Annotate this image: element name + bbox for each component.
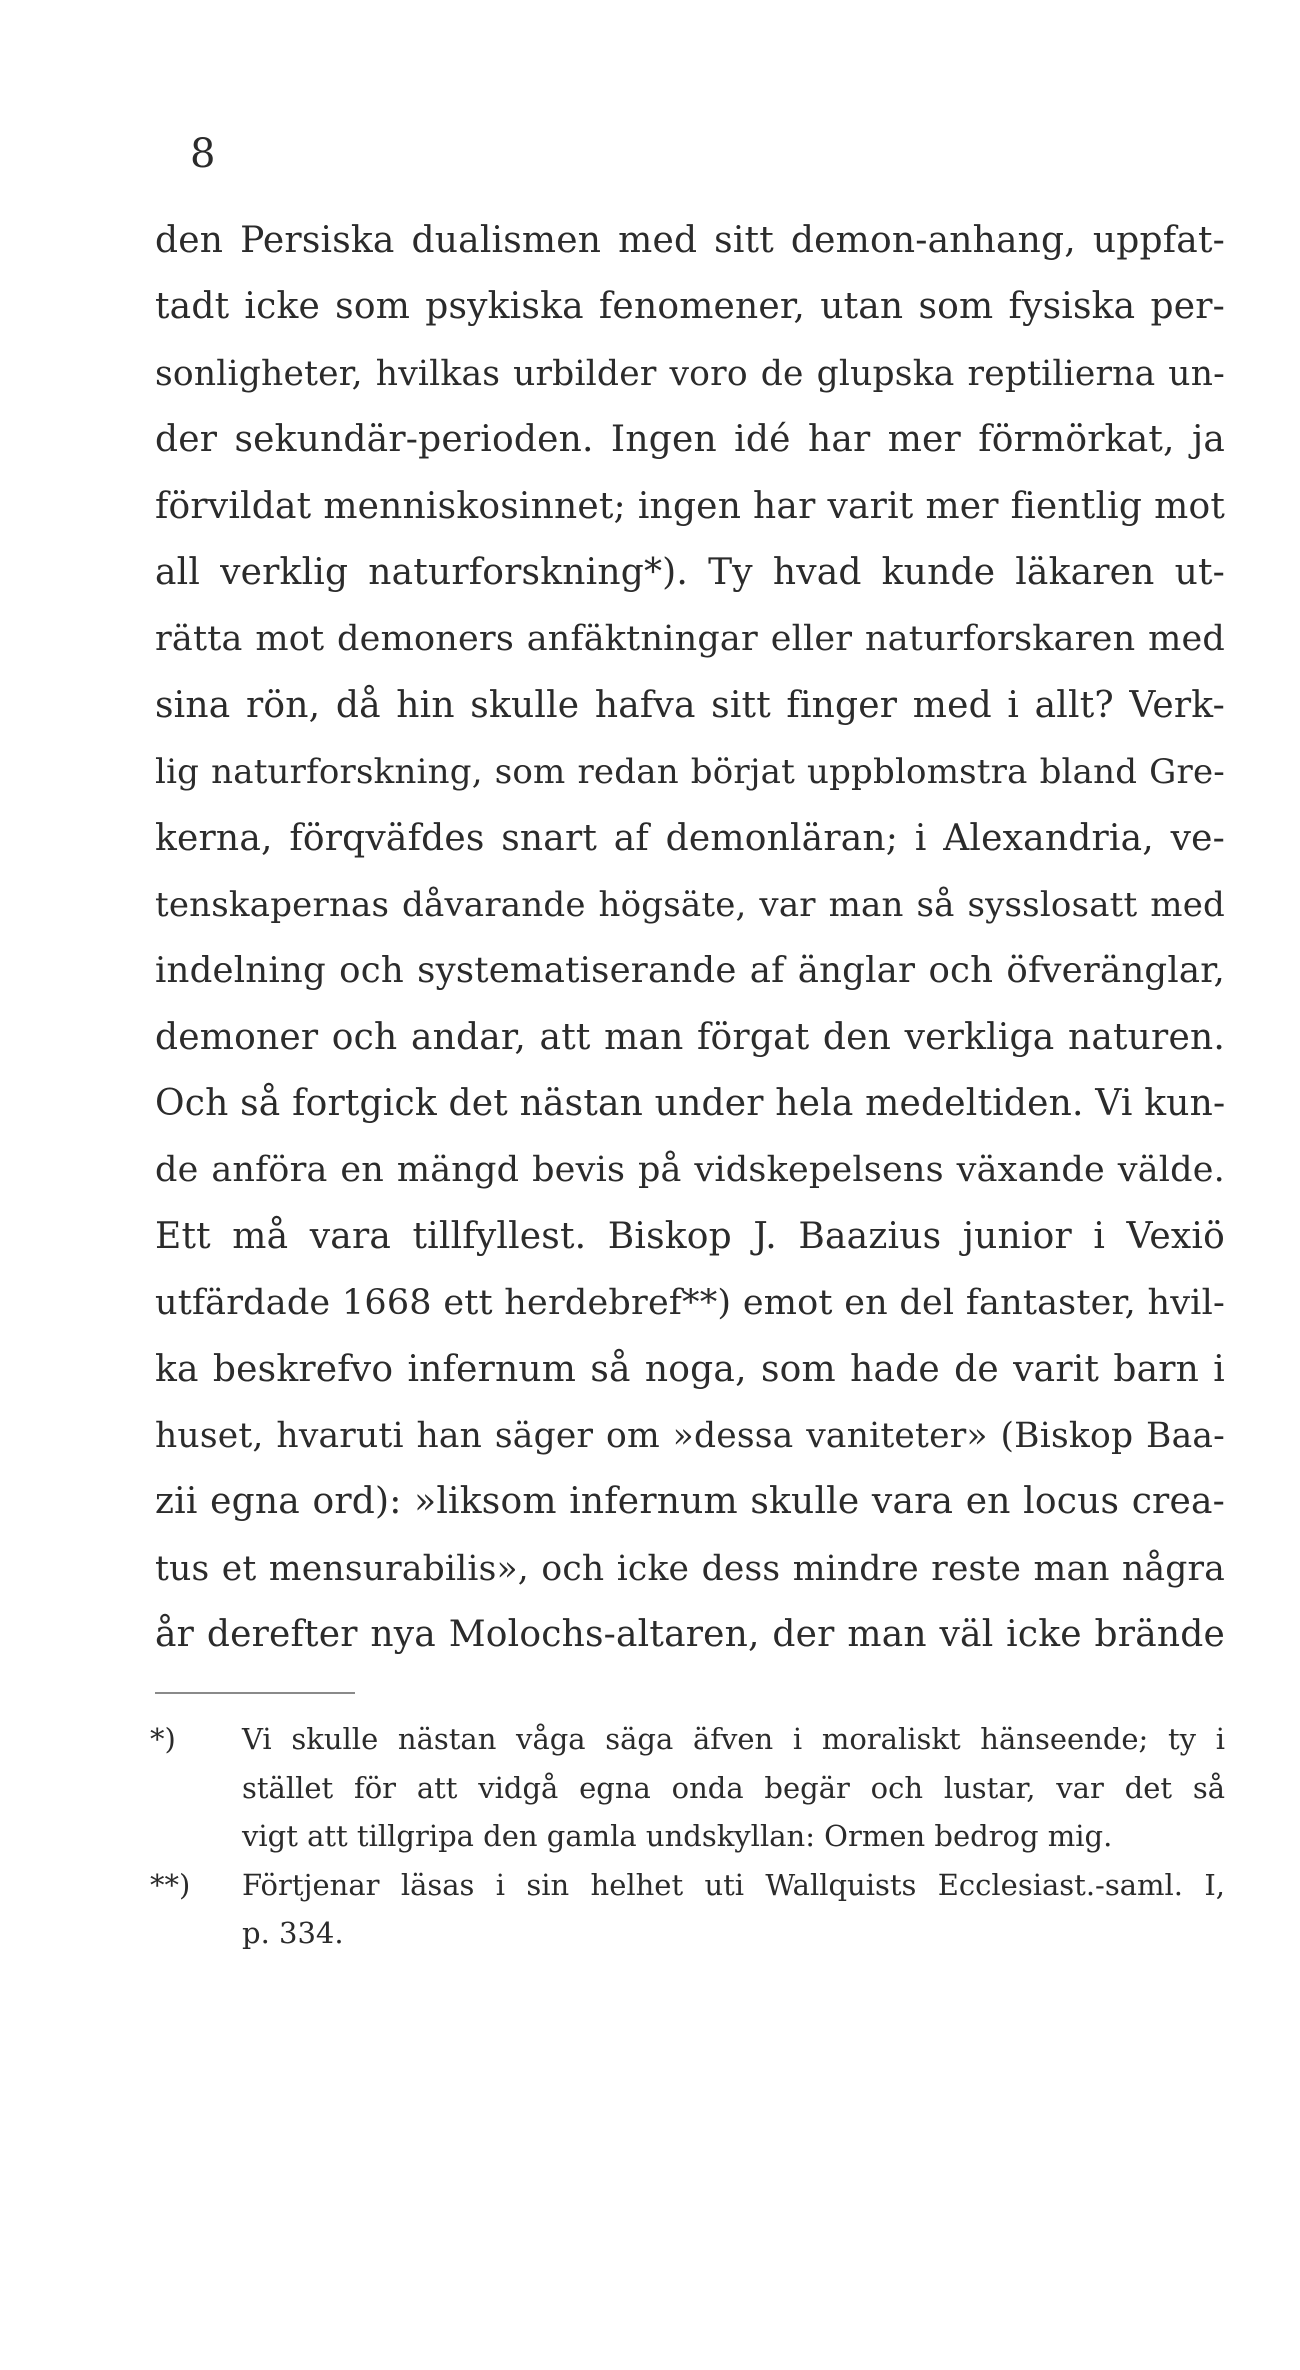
body-text [155, 208, 1225, 1669]
footnote-text: vigt att tillgripa den gamla undskyllan: Ormen bedrog mig. [242, 1819, 1113, 1854]
text-line: ka beskrefvo infernum så noga, som hade de varit barn i [155, 1348, 1225, 1390]
text-line: all verklig naturforskning*). Ty hvad kunde läkaren ut- [155, 551, 1225, 593]
footnote-line [150, 1764, 1225, 1813]
footnote-marker: *) [150, 1722, 176, 1756]
text-line: sina rön, då hin skulle hafva sitt finger med i allt? Verk- [155, 684, 1225, 726]
text-line: sonligheter, hvilkas urbilder voro de glupska reptilierna un- [155, 353, 1225, 394]
text-line: rätta mot demoners anfäktningar eller naturforskaren med [155, 619, 1225, 660]
page-number: 8 [190, 131, 216, 177]
text-line: år derefter nya Molochs-altaren, der man väl icke brände [155, 1614, 1225, 1656]
footnote-line [150, 1715, 1225, 1764]
text-line: tadt icke som psykiska fenomener, utan som fysiska per- [155, 286, 1225, 328]
footnote-marker: **) [150, 1867, 191, 1902]
text-line: kerna, förqväfdes snart af demonläran; i Alexandria, ve- [155, 817, 1225, 859]
footnote-text: stället för att vidgå egna onda begär och lustar, var det så [242, 1770, 1225, 1805]
text-line: Och så fortgick det nästan under hela medeltiden. Vi kun- [155, 1083, 1225, 1125]
footnote-text: p. 334. [242, 1916, 344, 1951]
footnote-line [150, 1861, 1225, 1910]
text-line: zii egna ord): »liksom infernum skulle vara en locus crea- [155, 1481, 1225, 1523]
text-line: demoner och andar, att man förgat den verkliga naturen. [155, 1016, 1225, 1058]
text-line: de anföra en mängd bevis på vidskepelsens växande välde. [155, 1150, 1225, 1191]
text-line: der sekundär-perioden. Ingen idé har mer förmörkat, ja [155, 419, 1225, 461]
text-line: tenskapernas dåvarande högsäte, var man så sysslosatt med [155, 884, 1225, 925]
text-line: lig naturforskning, som redan börjat uppblomstra bland Gre- [155, 752, 1225, 793]
text-line: indelning och systematiserande af änglar och öfveränglar, [155, 950, 1225, 992]
footnote-text: Förtjenar läsas i sin helhet uti Wallquists Ecclesiast.-saml. I, [242, 1867, 1225, 1902]
text-line: tus et mensurabilis», och icke dess mindre reste man några [155, 1548, 1225, 1589]
footnote-line [150, 1812, 1225, 1861]
footnote-line [150, 1909, 1225, 1958]
text-line: utfärdade 1668 ett herdebref**) emot en del fantaster, hvil- [155, 1283, 1225, 1324]
text-line: förvildat menniskosinnet; ingen har varit mer fientlig mot [155, 485, 1225, 527]
text-line: Ett må vara tillfyllest. Biskop J. Baazius junior i Vexiö [155, 1215, 1225, 1257]
footnote-text: Vi skulle nästan våga säga äfven i moraliskt hänseende; ty i [242, 1722, 1225, 1756]
text-line: den Persiska dualismen med sitt demon-anhang, uppfat- [155, 220, 1225, 261]
text-line: huset, hvaruti han säger om »dessa vaniteter» (Biskop Baa- [155, 1416, 1225, 1457]
footnotes [150, 1715, 1225, 1958]
footnote-divider [155, 1692, 355, 1694]
